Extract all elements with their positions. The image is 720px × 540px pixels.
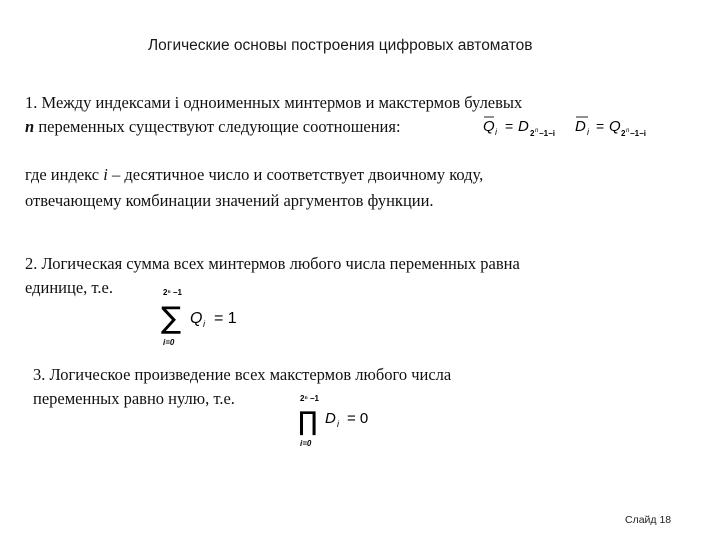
item1-eq2: = [596, 118, 605, 134]
item1-rhs2-sup: n [626, 128, 630, 134]
item1-rhs2: Q [609, 118, 621, 135]
explain-line2: отвечающему комбинации значений аргументов функции. [25, 191, 434, 210]
explain-line1 [25, 163, 483, 187]
item2-sum-upper: 2ⁿ −1 [163, 288, 182, 297]
item2-sum-operator: ∑ [161, 301, 182, 336]
item1-rhs1: D [518, 118, 529, 135]
slide-title: Логические основы построения цифровых автоматов [148, 37, 533, 54]
item3-prod-upper: 2ⁿ −1 [300, 394, 319, 403]
item1-line2-text: переменных существуют следующие соотношения: [34, 117, 401, 136]
item1-line2 [25, 115, 401, 139]
item1-rhs2-subrest: −1−i [630, 129, 647, 138]
item3-prod-lower: i=0 [300, 439, 312, 448]
explain-line1-post: – десятичное число и соответствует двоичному коду, [107, 165, 484, 184]
item1-rhs1-sup: n [535, 128, 539, 134]
item1-var-n: n [25, 117, 35, 136]
explain-var-i: i [103, 165, 108, 184]
item3-product-formula [296, 392, 396, 450]
item1-lhs1-sub: i [495, 127, 497, 137]
item1-lhs2: D [575, 118, 586, 135]
item2-line2: единице, т.е. [25, 278, 113, 297]
item1-lhs1: Q [483, 118, 495, 135]
item3-prod-operator: ∏ [298, 407, 318, 437]
item1-eq1: = [505, 118, 514, 134]
slide-number: Слайд 18 [625, 514, 672, 526]
item2-sum-term: Q [190, 310, 203, 327]
item2-sum-lower: i=0 [163, 338, 175, 347]
item3-line2: переменных равно нулю, т.е. [33, 389, 235, 408]
item2-sum-rhs: = 1 [214, 310, 237, 327]
item2-line1: 2. Логическая сумма всех минтермов любого числа переменных равна [25, 254, 520, 273]
item1-rhs1-sub: 2 [530, 129, 535, 138]
item1-line1: 1. Между индексами i одноименных минтермов и макстермов булевых [25, 93, 523, 112]
item1-lhs2-sub: i [587, 127, 589, 137]
item3-prod-term-sub: i [337, 419, 339, 429]
item2-sum-formula [158, 286, 268, 348]
explain-line1-pre: где индекс [25, 165, 104, 184]
item1-relations-formula [478, 113, 668, 145]
item3-prod-rhs: = 0 [347, 410, 369, 427]
item1-rhs2-sub: 2 [621, 129, 626, 138]
item3-line1: 3. Логическое произведение всех макстермов любого числа [33, 365, 452, 384]
item3-prod-term: D [325, 410, 336, 427]
item2-sum-term-sub: i [203, 319, 205, 329]
item1-rhs1-subrest: −1−i [539, 129, 556, 138]
